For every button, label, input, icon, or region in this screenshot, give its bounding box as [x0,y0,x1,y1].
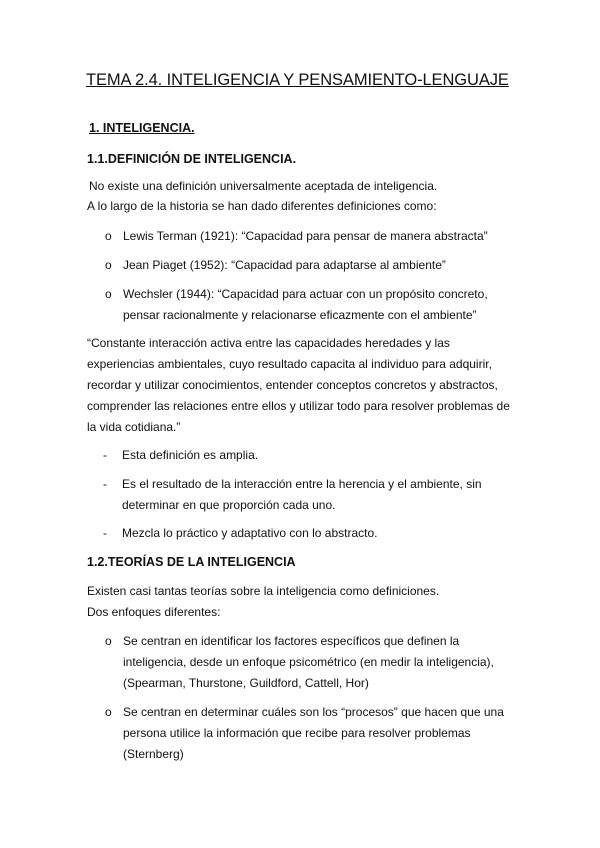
text-line: “Constante interacción activa entre las capacidades heredades y las [87,336,450,350]
text-line: persona utilice la información que recibe para resolver problemas [123,726,471,740]
text-line: la vida cotidiana.” [87,420,181,434]
text-line: experiencias ambientales, cuyo resultado capacita al individuo para adquirir, [87,357,492,371]
definition-intro [89,176,437,197]
dash-marker: - [103,526,107,540]
text-line: (Sternberg) [123,747,184,761]
dash-marker: - [103,448,107,462]
bullet-marker: o [105,229,112,243]
bullet-marker: o [105,705,112,719]
theories-intro [87,581,439,623]
definition-intro-2 [87,196,437,217]
definition-quote [87,333,510,438]
text-line: Se centran en identificar los factores específicos que definen la [123,634,460,648]
text-line: Dos enfoques diferentes: [87,605,221,619]
text-line: determinar en que proporción cada uno. [122,498,336,512]
document-title: TEMA 2.4. INTELIGENCIA Y PENSAMIENTO-LENGUAJE [86,71,509,89]
text-line: Jean Piaget (1952): “Capacidad para adaptarse al ambiente” [123,258,446,272]
text-line: pensar racionalmente y relacionarse eficazmente con el ambiente” [123,308,477,322]
bullet-marker: o [105,258,112,272]
subsection-heading-teorias: 1.2.TEORÍAS DE LA INTELIGENCIA [87,555,296,569]
text-line: inteligencia, desde un enfoque psicométrico (en medir la inteligencia), [123,655,494,669]
text-line: Mezcla lo práctico y adaptativo con lo abstracto. [122,526,378,540]
text-line: Se centran en determinar cuáles son los “procesos” que hacen que una [123,705,504,719]
section-heading-inteligencia: 1. INTELIGENCIA. [89,121,195,135]
text-line: Esta definición es amplia. [122,448,259,462]
text-line: (Spearman, Thurstone, Guildford, Cattell, Hor) [123,676,369,690]
dash-marker: - [103,477,107,491]
text-line: Lewis Terman (1921): “Capacidad para pensar de manera abstracta” [123,229,488,243]
text-line: No existe una definición universalmente aceptada de inteligencia. [89,179,438,193]
text-line: Wechsler (1944): “Capacidad para actuar con un propósito concreto, [123,287,488,301]
text-line: comprender las relaciones entre ellos y utilizar todo para resolver problemas de [87,399,510,413]
bullet-marker: o [105,634,112,648]
subsection-heading-definicion: 1.1.DEFINICIÓN DE INTELIGENCIA. [87,152,297,166]
text-line: recordar y utilizar conocimientos, entender conceptos concretos y abstractos, [87,378,498,392]
text-line: Existen casi tantas teorías sobre la inteligencia como definiciones. [87,584,440,598]
text-line: Es el resultado de la interacción entre la herencia y el ambiente, sin [122,477,482,491]
text-line: A lo largo de la historia se han dado diferentes definiciones como: [87,199,437,213]
bullet-marker: o [105,287,112,301]
